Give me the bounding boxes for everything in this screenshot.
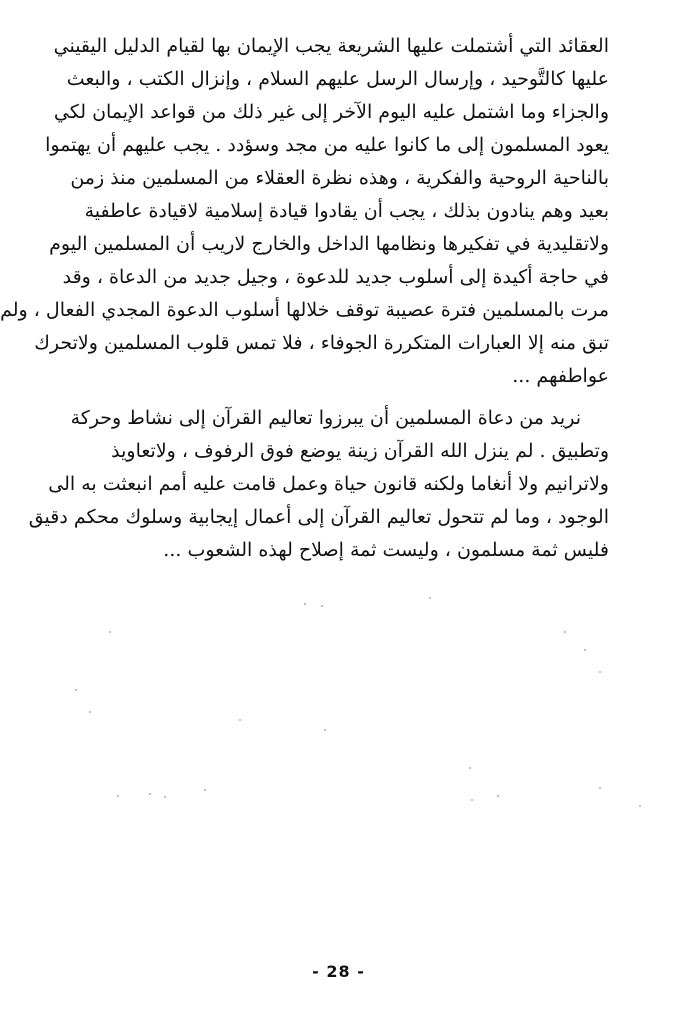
paragraph-line: ولاترانيم ولا أنغاما ولكنه قانون حياة وعمل قامت عليه أمم انبعثت به الى xyxy=(48,473,609,495)
paragraph-line: الوجود ، وما لم تتحول تعاليم القرآن إلى أعمال إيجابية وسلوك محكم دقيق xyxy=(28,506,609,528)
page-number: - 28 - xyxy=(312,962,365,981)
paragraph-line: يعود المسلمون إلى ما كانوا عليه من مجد وسؤدد . يجب عليهم أن يهتموا xyxy=(45,134,609,156)
paragraph-line: ولاتقليدية في تفكيرها ونظامها الداخل والخارج لاريب أن المسلمين اليوم xyxy=(49,233,609,255)
paragraph-line: العقائد التي أشتملت عليها الشريعة يجب الإيمان بها لقيام الدليل اليقيني xyxy=(53,35,609,57)
paragraph-1 xyxy=(0,30,609,393)
paragraph-line: وتطبيق . لم ينزل الله القرآن زينة يوضع فوق الرفوف ، ولاتعاويذ xyxy=(111,440,609,462)
paragraph-line: عليها كالتَّوحيد ، وإرسال الرسل عليهم السلام ، وإنزال الكتب ، والبعث xyxy=(66,68,609,90)
paragraph-line: فليس ثمة مسلمون ، وليست ثمة إصلاح لهذه الشعوب ... xyxy=(163,539,609,561)
paragraph-line: تبق منه إلا العبارات المتكررة الجوفاء ، فلا تمس قلوب المسلمين ولاتحرك xyxy=(34,332,609,354)
paragraph-line: مرت بالمسلمين فترة عصيبة توقف خلالها أسلوب الدعوة المجدي الفعال ، ولم xyxy=(0,299,609,321)
paragraph-line: في حاجة أكيدة إلى أسلوب جديد للدعوة ، وجيل جديد من الدعاة ، وقد xyxy=(62,266,609,288)
paragraph-line: عواطفهم ... xyxy=(512,365,609,387)
paragraph-line: بعيد وهم ينادون بذلك ، يجب أن يقادوا قيادة إسلامية لاقيادة عاطفية xyxy=(84,200,609,222)
paragraph-line: نريد من دعاة المسلمين أن يبرزوا تعاليم القرآن إلى نشاط وحركة xyxy=(70,407,581,429)
paragraph-line: بالناحية الروحية والفكرية ، وهذه نظرة العقلاء من المسلمين منذ زمن xyxy=(70,167,609,189)
paragraph-2 xyxy=(28,402,609,567)
paragraph-line: والجزاء وما اشتمل عليه اليوم الآخر إلى غير ذلك من قواعد الإيمان لكي xyxy=(53,101,609,123)
